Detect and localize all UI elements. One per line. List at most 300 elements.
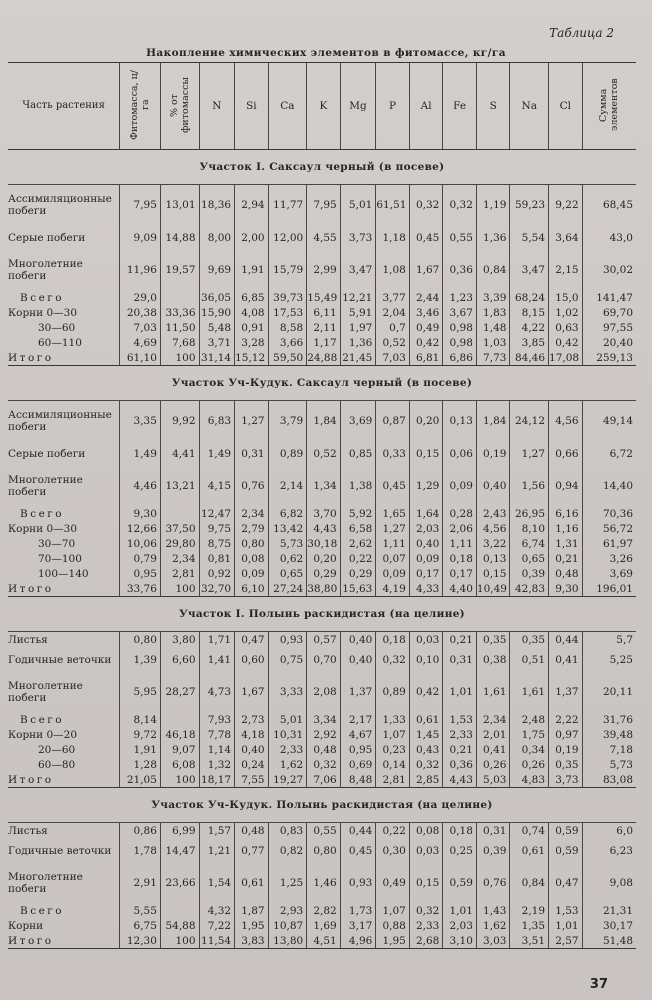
cell-value: 0,15 <box>409 863 443 903</box>
column-header-label: Cl <box>559 100 572 112</box>
cell-value: 9,22 <box>549 185 583 226</box>
cell-value: 0,20 <box>409 401 443 442</box>
cell-value: 100 <box>160 350 199 366</box>
cell-value: 100 <box>160 772 199 788</box>
cell-value: 0,32 <box>443 185 477 226</box>
cell-value: 0,31 <box>235 441 269 466</box>
cell-value: 2,04 <box>376 305 410 320</box>
table-row <box>8 772 636 788</box>
cell-value: 5,91 <box>340 305 376 320</box>
row-label: Всего <box>20 507 65 520</box>
cell-value: 0,09 <box>376 566 410 581</box>
cell-value: 29,0 <box>120 290 161 305</box>
cell-value: 1,49 <box>199 441 235 466</box>
table-row <box>8 903 636 918</box>
cell-value: 14,40 <box>582 466 636 506</box>
cell-value: 0,21 <box>549 551 583 566</box>
cell-value: 0,40 <box>235 742 269 757</box>
cell-value: 6,58 <box>340 521 376 536</box>
row-label: 100—140 <box>38 567 89 580</box>
cell-value: 61,10 <box>120 350 161 366</box>
cell-value: 21,45 <box>340 350 376 366</box>
cell-value: 1,23 <box>443 290 477 305</box>
cell-value: 31,14 <box>199 350 235 366</box>
cell-value: 0,45 <box>340 838 376 863</box>
cell-value: 6,83 <box>199 401 235 442</box>
cell-value: 2,33 <box>409 918 443 933</box>
cell-value: 15,79 <box>268 250 307 290</box>
cell-value: 1,67 <box>409 250 443 290</box>
cell-value: 1,91 <box>235 250 269 290</box>
cell-value: 0,86 <box>120 823 161 839</box>
cell-value: 0,77 <box>235 838 269 863</box>
cell-value: 141,47 <box>582 290 636 305</box>
cell-value: 70,36 <box>582 506 636 521</box>
cell-value: 26,95 <box>510 506 549 521</box>
cell-value: 12,30 <box>120 933 161 949</box>
cell-value: 1,83 <box>476 305 510 320</box>
cell-value: 6,99 <box>160 823 199 839</box>
table-row <box>8 551 636 566</box>
column-header <box>160 63 199 150</box>
table-row <box>8 506 636 521</box>
cell-value: 5,48 <box>199 320 235 335</box>
cell-value: 13,80 <box>268 933 307 949</box>
cell-value: 0,10 <box>409 647 443 672</box>
cell-value: 5,7 <box>582 632 636 648</box>
cell-value: 59,23 <box>510 185 549 226</box>
cell-value: 1,49 <box>120 441 161 466</box>
cell-value: 11,50 <box>160 320 199 335</box>
cell-value: 2,81 <box>160 566 199 581</box>
cell-value: 2,34 <box>235 506 269 521</box>
cell-value: 28,27 <box>160 672 199 712</box>
cell-value: 1,35 <box>510 918 549 933</box>
cell-value: 4,43 <box>307 521 341 536</box>
cell-value: 0,33 <box>376 441 410 466</box>
cell-value: 1,01 <box>549 918 583 933</box>
cell-value: 1,62 <box>268 757 307 772</box>
cell-value: 2,82 <box>307 903 341 918</box>
cell-value: 0,19 <box>549 742 583 757</box>
cell-value: 2,08 <box>307 672 341 712</box>
cell-value: 0,49 <box>376 863 410 903</box>
cell-value: 0,29 <box>307 566 341 581</box>
cell-value: 0,06 <box>443 441 477 466</box>
cell-value: 3,66 <box>268 335 307 350</box>
cell-value: 0,95 <box>340 742 376 757</box>
table-row <box>8 290 636 305</box>
cell-value: 0,98 <box>443 335 477 350</box>
cell-value: 0,79 <box>120 551 161 566</box>
cell-value: 4,55 <box>307 225 341 250</box>
cell-value: 1,65 <box>376 506 410 521</box>
cell-value: 0,43 <box>409 742 443 757</box>
cell-value: 0,32 <box>409 185 443 226</box>
cell-value: 2,93 <box>268 903 307 918</box>
cell-value: 21,05 <box>120 772 161 788</box>
cell-value: 0,65 <box>268 566 307 581</box>
table-row <box>8 712 636 727</box>
cell-value: 69,70 <box>582 305 636 320</box>
cell-value: 6,75 <box>120 918 161 933</box>
row-label: 30—70 <box>38 537 76 550</box>
cell-value: 5,73 <box>268 536 307 551</box>
cell-value: 0,26 <box>510 757 549 772</box>
cell-value: 2,33 <box>443 727 477 742</box>
cell-value: 1,84 <box>307 401 341 442</box>
column-header-label: Fe <box>453 100 467 112</box>
table-row <box>8 632 636 648</box>
cell-value: 0,97 <box>549 727 583 742</box>
cell-value: 37,50 <box>160 521 199 536</box>
cell-value: 4,83 <box>510 772 549 788</box>
cell-value: 8,58 <box>268 320 307 335</box>
cell-value: 0,03 <box>409 838 443 863</box>
cell-value: 3,28 <box>235 335 269 350</box>
cell-value: 6,0 <box>582 823 636 839</box>
cell-value: 30,17 <box>582 918 636 933</box>
cell-value: 3,80 <box>160 632 199 648</box>
cell-value: 0,74 <box>510 823 549 839</box>
column-header-label: N <box>212 100 222 112</box>
cell-value: 1,71 <box>199 632 235 648</box>
cell-value: 4,46 <box>120 466 161 506</box>
column-header-label: K <box>319 100 328 112</box>
cell-value: 0,41 <box>476 742 510 757</box>
column-header-label: Na <box>521 100 537 112</box>
cell-value: 0,18 <box>376 632 410 648</box>
cell-value: 12,21 <box>340 290 376 305</box>
cell-value: 1,38 <box>340 466 376 506</box>
row-label: Серые побеги <box>8 447 86 460</box>
row-label: Всего <box>20 713 65 726</box>
cell-value: 7,93 <box>199 712 235 727</box>
cell-value: 33,36 <box>160 305 199 320</box>
column-header-label: Ca <box>280 100 295 112</box>
cell-value: 0,36 <box>443 757 477 772</box>
row-label: Ассимиляционные побеги <box>8 193 112 217</box>
cell-value: 8,00 <box>199 225 235 250</box>
cell-value: 0,80 <box>307 838 341 863</box>
cell-value: 1,97 <box>340 320 376 335</box>
row-label: Корни 0—20 <box>8 728 78 741</box>
cell-value: 1,67 <box>235 672 269 712</box>
cell-value: 0,61 <box>510 838 549 863</box>
cell-value: 2,06 <box>443 521 477 536</box>
cell-value: 4,19 <box>376 581 410 597</box>
cell-value: 1,43 <box>476 903 510 918</box>
cell-value: 6,11 <box>307 305 341 320</box>
cell-value: 0,35 <box>549 757 583 772</box>
cell-value: 1,27 <box>376 521 410 536</box>
cell-value: 84,46 <box>510 350 549 366</box>
cell-value: 0,38 <box>476 647 510 672</box>
cell-value: 3,71 <box>199 335 235 350</box>
cell-value: 0,52 <box>376 335 410 350</box>
cell-value: 2,11 <box>307 320 341 335</box>
cell-value: 9,30 <box>549 581 583 597</box>
table-row <box>8 185 636 226</box>
cell-value: 1,75 <box>510 727 549 742</box>
cell-value: 15,12 <box>235 350 269 366</box>
cell-value: 20,11 <box>582 672 636 712</box>
cell-value: 2,68 <box>409 933 443 949</box>
cell-value: 0,41 <box>549 647 583 672</box>
column-header-label: Al <box>420 100 432 112</box>
table-row <box>8 225 636 250</box>
cell-value: 0,84 <box>476 250 510 290</box>
cell-value: 0,09 <box>443 466 477 506</box>
cell-value: 0,76 <box>476 863 510 903</box>
cell-value: 6,72 <box>582 441 636 466</box>
row-label: Корни <box>8 919 44 932</box>
row-label: Итого <box>8 772 120 788</box>
cell-value: 3,69 <box>582 566 636 581</box>
cell-value: 0,49 <box>409 320 443 335</box>
cell-value: 8,10 <box>510 521 549 536</box>
cell-value: 0,89 <box>268 441 307 466</box>
row-label: Всего <box>20 291 65 304</box>
row-label: Корни 0—30 <box>8 522 78 535</box>
cell-value: 24,88 <box>307 350 341 366</box>
cell-value: 12,00 <box>268 225 307 250</box>
section-header-row <box>8 788 636 823</box>
cell-value: 1,91 <box>120 742 161 757</box>
section-title: Участок Уч-Кудук. Саксаул черный (в посеве) <box>8 366 636 401</box>
cell-value: 7,73 <box>476 350 510 366</box>
cell-value: 97,55 <box>582 320 636 335</box>
cell-value: 5,01 <box>268 712 307 727</box>
cell-value: 100 <box>160 581 199 597</box>
cell-value: 0,59 <box>549 823 583 839</box>
cell-value: 5,73 <box>582 757 636 772</box>
cell-value: 4,67 <box>340 727 376 742</box>
cell-value: 6,60 <box>160 647 199 672</box>
cell-value: 0,44 <box>340 823 376 839</box>
cell-value: 32,70 <box>199 581 235 597</box>
cell-value: 1,37 <box>340 672 376 712</box>
cell-value: 0,80 <box>235 536 269 551</box>
cell-value: 0,18 <box>443 823 477 839</box>
cell-value: 0,15 <box>409 441 443 466</box>
cell-value: 0,76 <box>235 466 269 506</box>
table-row <box>8 933 636 949</box>
cell-value: 7,55 <box>235 772 269 788</box>
cell-value: 15,49 <box>307 290 341 305</box>
cell-value: 2,99 <box>307 250 341 290</box>
cell-value: 36,05 <box>199 290 235 305</box>
cell-value: 0,69 <box>340 757 376 772</box>
cell-value: 3,51 <box>510 933 549 949</box>
column-header <box>199 63 235 150</box>
cell-value: 10,06 <box>120 536 161 551</box>
cell-value: 259,13 <box>582 350 636 366</box>
cell-value: 0,32 <box>409 757 443 772</box>
cell-value: 1,08 <box>376 250 410 290</box>
cell-value: 2,15 <box>549 250 583 290</box>
cell-value: 2,91 <box>120 863 161 903</box>
table-caption: Накопление химических элементов в фитомассе, кг/га <box>146 47 506 59</box>
cell-value: 4,18 <box>235 727 269 742</box>
cell-value: 0,13 <box>443 401 477 442</box>
table-row <box>8 536 636 551</box>
row-label: 70—100 <box>38 552 82 565</box>
column-header <box>510 63 549 150</box>
cell-value: 2,92 <box>307 727 341 742</box>
cell-value: 0,52 <box>307 441 341 466</box>
cell-value: 27,24 <box>268 581 307 597</box>
cell-value: 3,64 <box>549 225 583 250</box>
cell-value: 2,34 <box>160 551 199 566</box>
cell-value: 2,03 <box>409 521 443 536</box>
cell-value: 1,11 <box>376 536 410 551</box>
row-label: Годичные веточки <box>8 844 112 857</box>
cell-value: 17,53 <box>268 305 307 320</box>
cell-value: 4,51 <box>307 933 341 949</box>
cell-value: 0,20 <box>307 551 341 566</box>
cell-value: 1,87 <box>235 903 269 918</box>
cell-value: 1,69 <box>307 918 341 933</box>
cell-value: 1,95 <box>235 918 269 933</box>
row-label: Ассимиляционные побеги <box>8 409 112 433</box>
column-header <box>120 63 161 150</box>
cell-value: 5,01 <box>340 185 376 226</box>
cell-value: 3,69 <box>340 401 376 442</box>
cell-value: 7,03 <box>376 350 410 366</box>
row-label: Многолетние побеги <box>8 680 83 704</box>
cell-value <box>160 712 199 727</box>
cell-value: 30,02 <box>582 250 636 290</box>
column-header <box>443 63 477 150</box>
cell-value: 3,39 <box>476 290 510 305</box>
cell-value: 33,76 <box>120 581 161 597</box>
table-row <box>8 727 636 742</box>
cell-value: 0,94 <box>549 466 583 506</box>
cell-value: 14,88 <box>160 225 199 250</box>
cell-value: 0,39 <box>476 838 510 863</box>
cell-value: 18,17 <box>199 772 235 788</box>
cell-value: 4,73 <box>199 672 235 712</box>
table-row <box>8 335 636 350</box>
cell-value: 5,54 <box>510 225 549 250</box>
cell-value: 0,65 <box>510 551 549 566</box>
cell-value: 2,73 <box>235 712 269 727</box>
cell-value: 1,14 <box>199 742 235 757</box>
row-label: Всего <box>20 904 65 917</box>
table-row <box>8 838 636 863</box>
table-row <box>8 918 636 933</box>
cell-value: 0,08 <box>409 823 443 839</box>
cell-value: 1,11 <box>443 536 477 551</box>
cell-value: 30,18 <box>307 536 341 551</box>
cell-value: 0,36 <box>443 250 477 290</box>
cell-value: 1,29 <box>409 466 443 506</box>
cell-value: 9,07 <box>160 742 199 757</box>
cell-value: 0,93 <box>268 632 307 648</box>
cell-value: 0,13 <box>476 551 510 566</box>
cell-value: 4,15 <box>199 466 235 506</box>
cell-value: 0,62 <box>268 551 307 566</box>
cell-value: 3,47 <box>340 250 376 290</box>
cell-value: 0,31 <box>476 823 510 839</box>
row-label: Многолетние побеги <box>8 474 83 498</box>
cell-value: 4,08 <box>235 305 269 320</box>
cell-value: 0,26 <box>476 757 510 772</box>
cell-value: 38,80 <box>307 581 341 597</box>
table-row <box>8 305 636 320</box>
cell-value: 6,85 <box>235 290 269 305</box>
table-row <box>8 863 636 903</box>
row-label: Листья <box>8 824 48 837</box>
cell-value: 15,0 <box>549 290 583 305</box>
cell-value: 1,54 <box>199 863 235 903</box>
cell-value: 1,61 <box>476 672 510 712</box>
header-part <box>8 63 120 150</box>
cell-value: 3,70 <box>307 506 341 521</box>
cell-value: 14,47 <box>160 838 199 863</box>
cell-value: 0,45 <box>409 225 443 250</box>
cell-value: 0,40 <box>340 632 376 648</box>
column-header <box>582 63 636 150</box>
table-row <box>8 320 636 335</box>
row-label: Многолетние побеги <box>8 871 83 895</box>
cell-value: 0,48 <box>235 823 269 839</box>
cell-value: 0,88 <box>376 918 410 933</box>
cell-value: 1,27 <box>510 441 549 466</box>
table-body <box>8 150 636 949</box>
cell-value: 11,96 <box>120 250 161 290</box>
cell-value: 8,15 <box>510 305 549 320</box>
section-title: Участок Уч-Кудук. Полынь раскидистая (на целине) <box>8 788 636 823</box>
row-label: Годичные веточки <box>8 653 112 666</box>
cell-value: 0,89 <box>376 672 410 712</box>
cell-value: 0,18 <box>443 551 477 566</box>
cell-value: 51,48 <box>582 933 636 949</box>
cell-value: 100 <box>160 933 199 949</box>
cell-value: 1,01 <box>443 672 477 712</box>
column-header-label: P <box>389 100 397 112</box>
cell-value <box>160 903 199 918</box>
cell-value: 3,73 <box>340 225 376 250</box>
cell-value: 0,75 <box>268 647 307 672</box>
section-header-row <box>8 150 636 185</box>
cell-value: 19,27 <box>268 772 307 788</box>
cell-value: 1,18 <box>376 225 410 250</box>
cell-value: 0,34 <box>510 742 549 757</box>
cell-value: 3,17 <box>340 918 376 933</box>
cell-value: 0,17 <box>409 566 443 581</box>
cell-value: 7,22 <box>199 918 235 933</box>
cell-value: 0,55 <box>307 823 341 839</box>
cell-value: 0,87 <box>376 401 410 442</box>
column-header <box>409 63 443 150</box>
cell-value: 1,45 <box>409 727 443 742</box>
table-row <box>8 672 636 712</box>
element-accumulation-table <box>8 62 636 949</box>
column-header-label: Si <box>246 100 257 112</box>
table-row <box>8 350 636 366</box>
cell-value: 29,80 <box>160 536 199 551</box>
cell-value: 1,78 <box>120 838 161 863</box>
cell-value: 4,69 <box>120 335 161 350</box>
section-title: Участок I. Полынь раскидистая (на целине) <box>8 597 636 632</box>
cell-value: 6,16 <box>549 506 583 521</box>
cell-value: 0,40 <box>409 536 443 551</box>
cell-value: 1,53 <box>443 712 477 727</box>
cell-value: 9,30 <box>120 506 161 521</box>
cell-value: 4,56 <box>549 401 583 442</box>
